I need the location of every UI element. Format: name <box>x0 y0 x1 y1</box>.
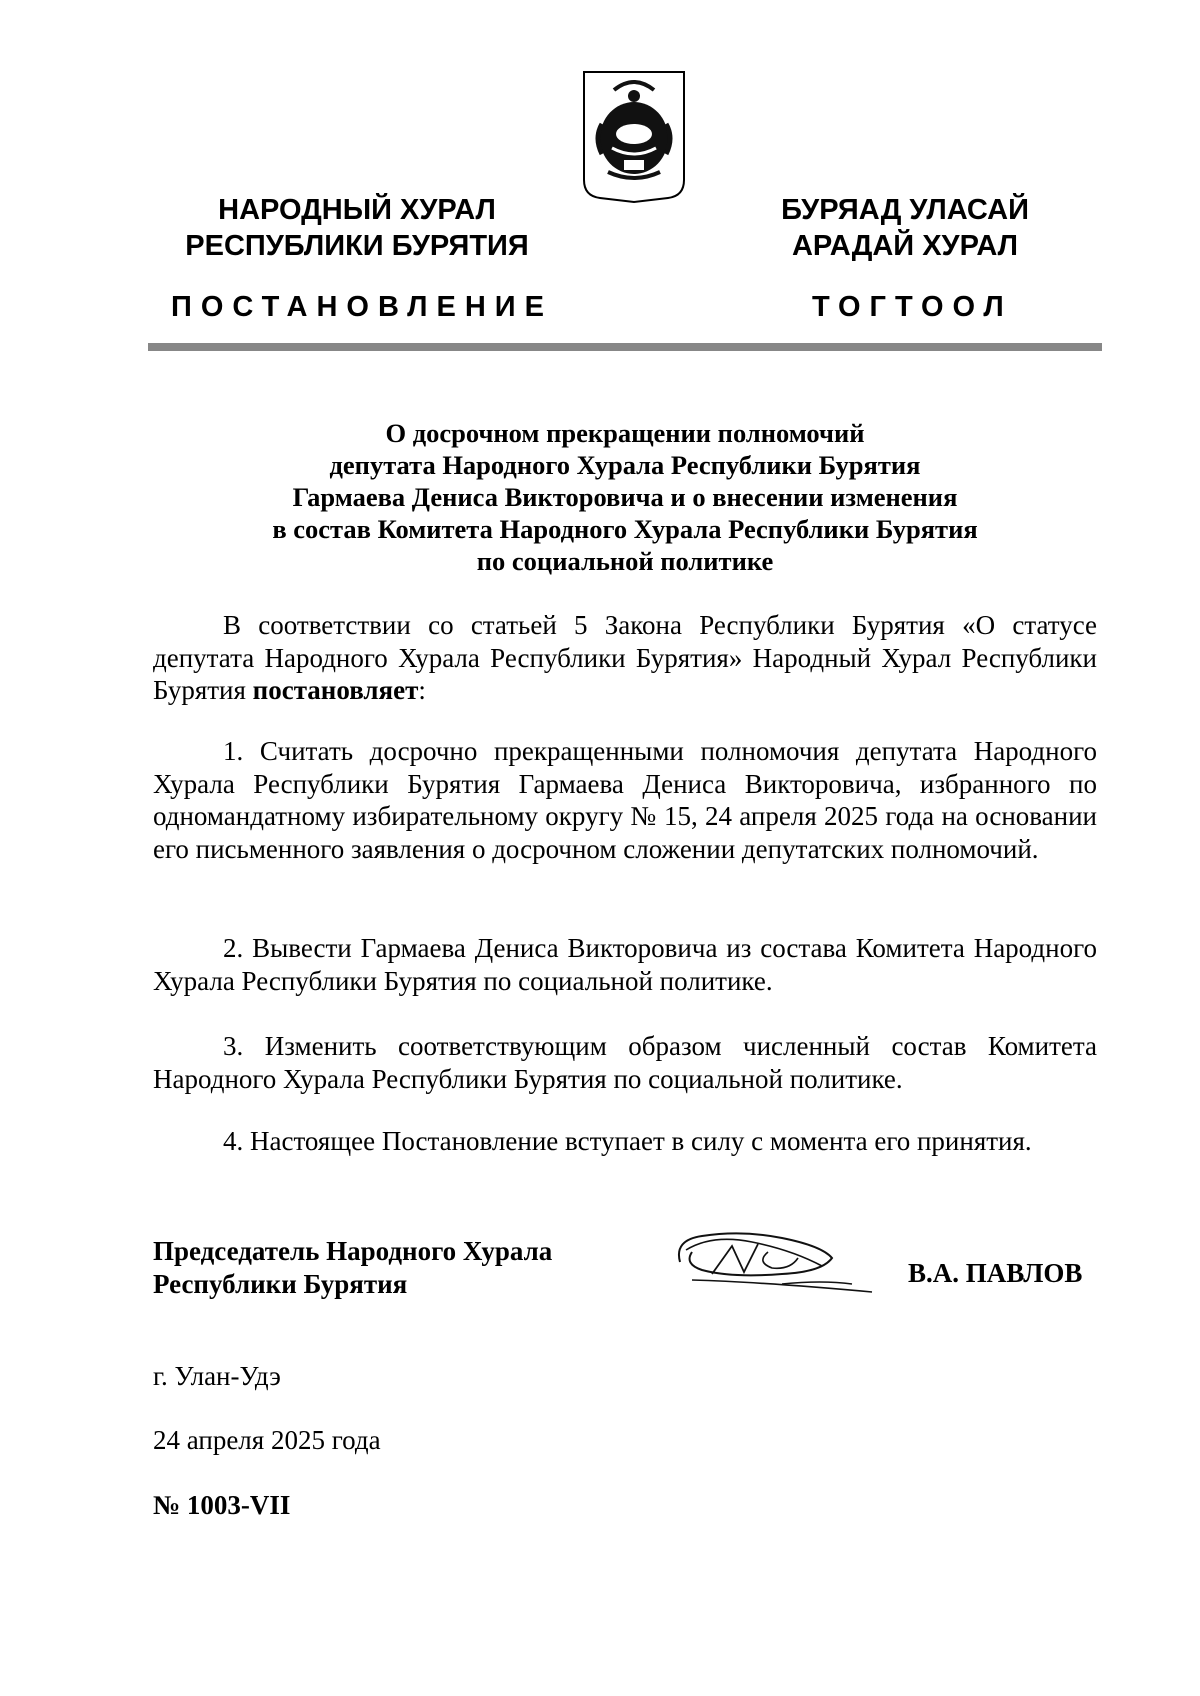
document-number: № 1003-VII <box>153 1490 291 1520</box>
title-line: в состав Комитета Народного Хурала Республики Бурятия <box>272 514 978 544</box>
issuer-name-buryat <box>770 192 1040 264</box>
place-of-issue: г. Улан-Удэ <box>153 1361 281 1391</box>
preamble-colon: : <box>418 675 426 705</box>
resolution-item-text: 2. Вывести Гармаева Дениса Викторовича из состава Комитета Народного Хурала Республики Бурятия по социальной политике. <box>153 933 1097 996</box>
issuer-name-buryat-line2: АРАДАЙ ХУРАЛ <box>791 230 1019 262</box>
resolution-item-3 <box>153 1030 1097 1095</box>
resolution-item-4 <box>153 1125 1097 1158</box>
doc-type-buryat: ТОГТООЛ <box>812 291 1013 323</box>
title-line: Гармаева Дениса Викторовича и о внесении изменения <box>292 482 958 512</box>
preamble-paragraph <box>153 609 1097 707</box>
date-of-issue: 24 апреля 2025 года <box>153 1425 381 1455</box>
resolution-item-2 <box>153 932 1097 997</box>
issuer-name-russian <box>172 192 542 264</box>
issuer-name-russian-line1: НАРОДНЫЙ ХУРАЛ <box>218 194 496 226</box>
handwritten-signature-icon <box>672 1222 882 1307</box>
issuer-name-buryat-line1: БУРЯАД УЛАСАЙ <box>781 194 1029 226</box>
preamble-text: В соответствии со статьей 5 Закона Республики Бурятия «О статусе депутата Народного Хурала Республики Бурятия» Народный Хурал Республики Бурятия <box>153 610 1097 705</box>
title-line: по социальной политике <box>476 546 774 576</box>
signatory-title <box>153 1235 552 1301</box>
title-line: депутата Народного Хурала Республики Бурятия <box>329 450 921 480</box>
resolution-item-1 <box>153 735 1097 865</box>
document-title <box>150 417 1100 577</box>
header-divider <box>148 343 1102 351</box>
doc-type-russian: ПОСТАНОВЛЕНИЕ <box>171 291 553 323</box>
signatory-title-line2: Республики Бурятия <box>153 1269 408 1299</box>
issuer-name-russian-line2: РЕСПУБЛИКИ БУРЯТИЯ <box>185 230 529 262</box>
resolution-item-text: 4. Настоящее Постановление вступает в силу с момента его принятия. <box>223 1126 1032 1156</box>
title-line: О досрочном прекращении полномочий <box>385 418 865 448</box>
preamble-resolves: постановляет <box>252 675 419 705</box>
resolution-item-text: 1. Считать досрочно прекращенными полномочия депутата Народного Хурала Республики Бурятия Гармаева Дениса Викторовича, избранного по одномандатному избирательному округу № 15, 24 апреля 2025 года на основании его письменного заявления о досрочном сложении депутатских полномочий. <box>153 736 1097 864</box>
signatory-name: В.А. ПАВЛОВ <box>908 1258 1083 1288</box>
resolution-item-text: 3. Изменить соответствующим образом численный состав Комитета Народного Хурала Республики Бурятия по социальной политике. <box>153 1031 1097 1094</box>
signatory-title-line1: Председатель Народного Хурала <box>153 1236 553 1266</box>
coat-of-arms-icon <box>578 68 690 213</box>
